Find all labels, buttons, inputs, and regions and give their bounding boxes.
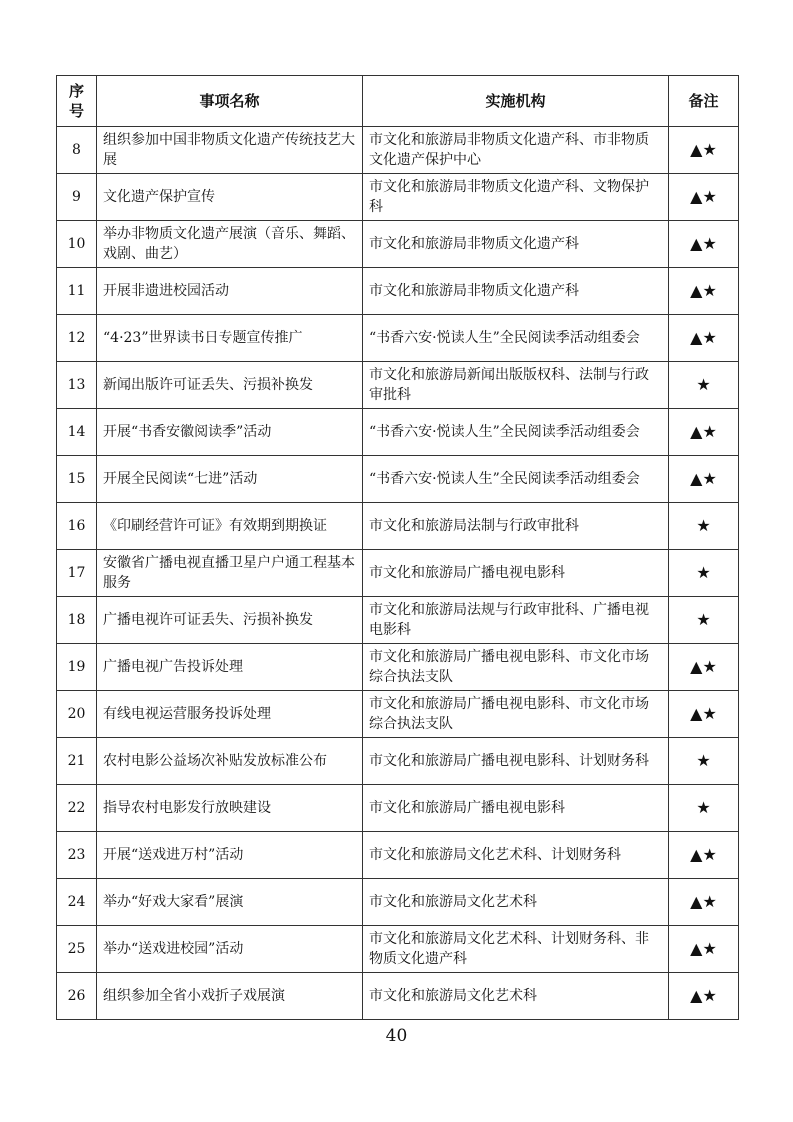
- implementing-agency: 市文化和旅游局文化艺术科: [363, 879, 669, 926]
- table-row: [57, 503, 739, 550]
- item-name: 新闻出版许可证丢失、污损补换发: [97, 362, 363, 409]
- implementing-agency: “书香六安·悦读人生”全民阅读季活动组委会: [363, 456, 669, 503]
- table-row: [57, 127, 739, 174]
- implementing-agency: 市文化和旅游局广播电视电影科: [363, 550, 669, 597]
- row-number: 13: [57, 362, 97, 409]
- implementing-agency: 市文化和旅游局文化艺术科、计划财务科: [363, 832, 669, 879]
- row-number: 19: [57, 644, 97, 691]
- row-number: 12: [57, 315, 97, 362]
- note-mark: ★: [669, 503, 739, 550]
- header-num: 序号: [57, 76, 97, 127]
- implementing-agency: 市文化和旅游局非物质文化遗产科、市非物质文化遗产保护中心: [363, 127, 669, 174]
- item-name: 安徽省广播电视直播卫星户户通工程基本服务: [97, 550, 363, 597]
- item-name: 开展全民阅读“七进”活动: [97, 456, 363, 503]
- row-number: 10: [57, 221, 97, 268]
- table-row: [57, 456, 739, 503]
- note-mark: ▲★: [669, 127, 739, 174]
- implementing-agency: 市文化和旅游局新闻出版版权科、法制与行政审批科: [363, 362, 669, 409]
- table-header-row: [57, 76, 739, 127]
- item-name: 举办“送戏进校园”活动: [97, 926, 363, 973]
- implementing-agency: 市文化和旅游局法规与行政审批科、广播电视电影科: [363, 597, 669, 644]
- implementing-agency: 市文化和旅游局广播电视电影科: [363, 785, 669, 832]
- note-mark: ▲★: [669, 409, 739, 456]
- row-number: 23: [57, 832, 97, 879]
- note-mark: ★: [669, 597, 739, 644]
- table-row: [57, 315, 739, 362]
- item-name: 广播电视广告投诉处理: [97, 644, 363, 691]
- table-row: [57, 691, 739, 738]
- header-agency: 实施机构: [363, 76, 669, 127]
- table-row: [57, 926, 739, 973]
- implementing-agency: 市文化和旅游局文化艺术科: [363, 973, 669, 1020]
- note-mark: ▲★: [669, 879, 739, 926]
- item-name: 《印刷经营许可证》有效期到期换证: [97, 503, 363, 550]
- note-mark: ▲★: [669, 926, 739, 973]
- implementing-agency: 市文化和旅游局文化艺术科、计划财务科、非物质文化遗产科: [363, 926, 669, 973]
- table-row: [57, 597, 739, 644]
- table-row: [57, 362, 739, 409]
- row-number: 20: [57, 691, 97, 738]
- table-row: [57, 644, 739, 691]
- table-row: [57, 550, 739, 597]
- table-row: [57, 738, 739, 785]
- item-name: 举办“好戏大家看”展演: [97, 879, 363, 926]
- item-name: 开展“送戏进万村”活动: [97, 832, 363, 879]
- table-body: [57, 127, 739, 1020]
- services-table: [56, 75, 739, 1020]
- note-mark: ▲★: [669, 691, 739, 738]
- header-note: 备注: [669, 76, 739, 127]
- note-mark: ▲★: [669, 644, 739, 691]
- row-number: 16: [57, 503, 97, 550]
- note-mark: ▲★: [669, 268, 739, 315]
- row-number: 11: [57, 268, 97, 315]
- table-row: [57, 268, 739, 315]
- item-name: 指导农村电影发行放映建设: [97, 785, 363, 832]
- row-number: 15: [57, 456, 97, 503]
- implementing-agency: “书香六安·悦读人生”全民阅读季活动组委会: [363, 409, 669, 456]
- row-number: 21: [57, 738, 97, 785]
- note-mark: ★: [669, 738, 739, 785]
- note-mark: ★: [669, 785, 739, 832]
- row-number: 24: [57, 879, 97, 926]
- note-mark: ▲★: [669, 315, 739, 362]
- note-mark: ▲★: [669, 221, 739, 268]
- item-name: 广播电视许可证丢失、污损补换发: [97, 597, 363, 644]
- page-number: 40: [385, 1026, 408, 1046]
- header-name: 事项名称: [97, 76, 363, 127]
- item-name: 组织参加中国非物质文化遗产传统技艺大展: [97, 127, 363, 174]
- implementing-agency: 市文化和旅游局广播电视电影科、市文化市场综合执法支队: [363, 691, 669, 738]
- implementing-agency: 市文化和旅游局广播电视电影科、计划财务科: [363, 738, 669, 785]
- item-name: 农村电影公益场次补贴发放标准公布: [97, 738, 363, 785]
- implementing-agency: 市文化和旅游局非物质文化遗产科: [363, 221, 669, 268]
- item-name: 有线电视运营服务投诉处理: [97, 691, 363, 738]
- row-number: 17: [57, 550, 97, 597]
- note-mark: ▲★: [669, 832, 739, 879]
- item-name: 文化遗产保护宣传: [97, 174, 363, 221]
- table-row: [57, 879, 739, 926]
- note-mark: ▲★: [669, 174, 739, 221]
- row-number: 25: [57, 926, 97, 973]
- row-number: 8: [57, 127, 97, 174]
- implementing-agency: 市文化和旅游局法制与行政审批科: [363, 503, 669, 550]
- item-name: 开展非遗进校园活动: [97, 268, 363, 315]
- table-row: [57, 973, 739, 1020]
- note-mark: ▲★: [669, 973, 739, 1020]
- row-number: 22: [57, 785, 97, 832]
- item-name: “4·23”世界读书日专题宣传推广: [97, 315, 363, 362]
- row-number: 26: [57, 973, 97, 1020]
- implementing-agency: 市文化和旅游局广播电视电影科、市文化市场综合执法支队: [363, 644, 669, 691]
- table-row: [57, 832, 739, 879]
- table-row: [57, 785, 739, 832]
- implementing-agency: “书香六安·悦读人生”全民阅读季活动组委会: [363, 315, 669, 362]
- implementing-agency: 市文化和旅游局非物质文化遗产科、文物保护科: [363, 174, 669, 221]
- table-row: [57, 174, 739, 221]
- row-number: 9: [57, 174, 97, 221]
- row-number: 18: [57, 597, 97, 644]
- table-row: [57, 409, 739, 456]
- note-mark: ★: [669, 362, 739, 409]
- item-name: 开展“书香安徽阅读季”活动: [97, 409, 363, 456]
- item-name: 组织参加全省小戏折子戏展演: [97, 973, 363, 1020]
- item-name: 举办非物质文化遗产展演（音乐、舞蹈、戏剧、曲艺）: [97, 221, 363, 268]
- table-row: [57, 221, 739, 268]
- implementing-agency: 市文化和旅游局非物质文化遗产科: [363, 268, 669, 315]
- row-number: 14: [57, 409, 97, 456]
- note-mark: ★: [669, 550, 739, 597]
- note-mark: ▲★: [669, 456, 739, 503]
